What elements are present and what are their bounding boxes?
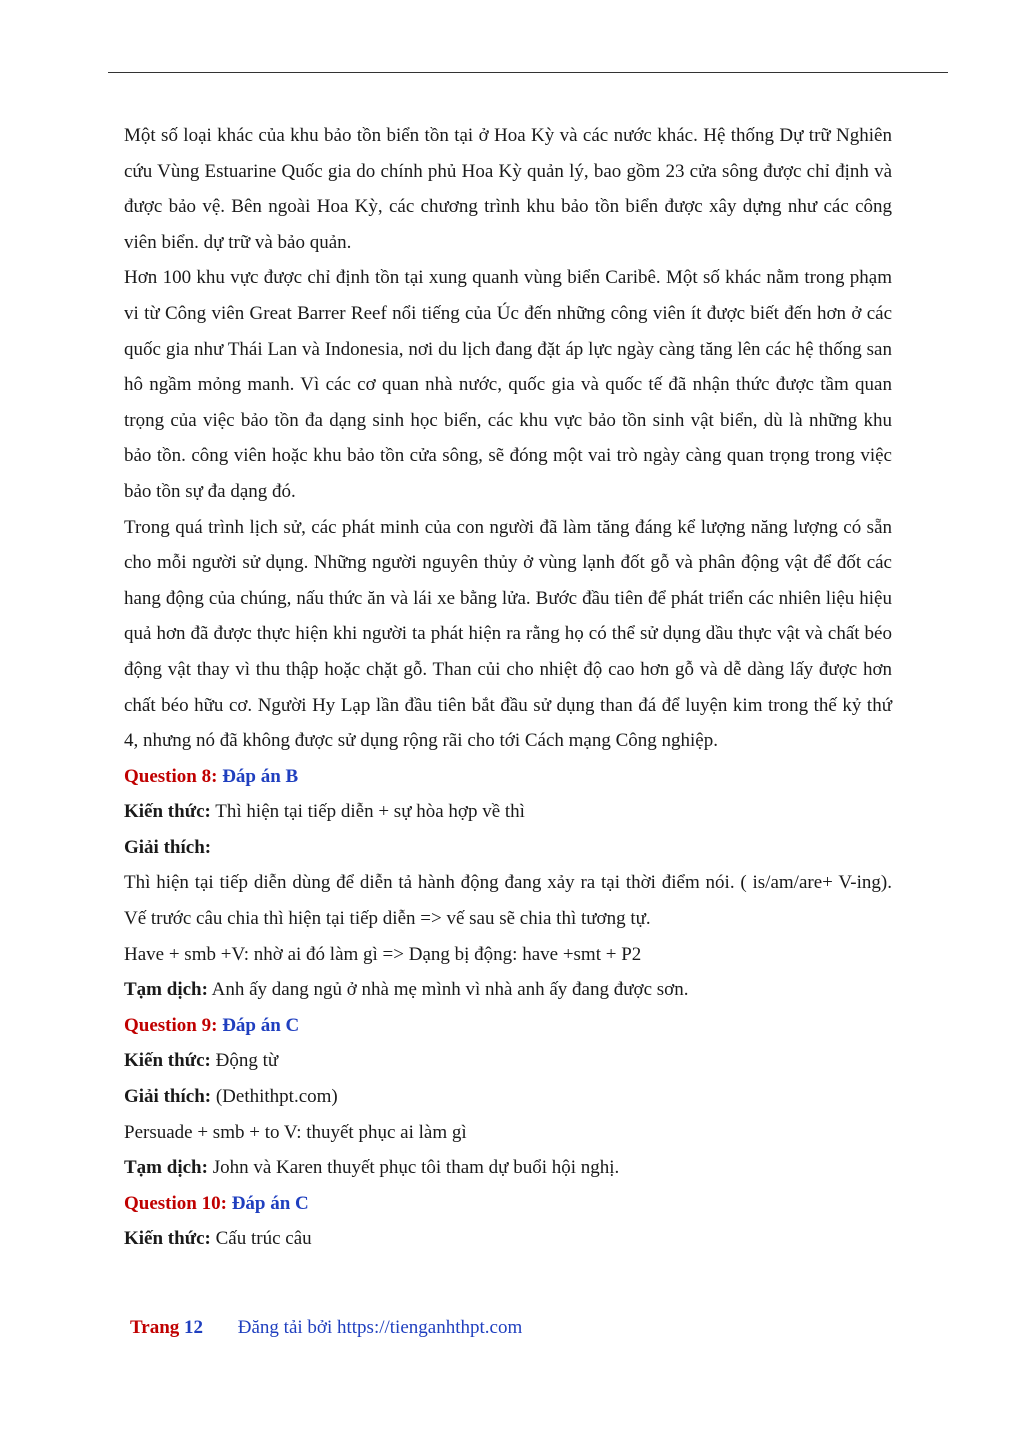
question-9-translation bbox=[124, 1150, 892, 1186]
question-9-label: Question 9: bbox=[124, 1014, 218, 1036]
question-9-source: (Dethithpt.com) bbox=[215, 1086, 338, 1108]
question-9-translation-text: John và Karen thuyết phục tôi tham dự buổi hội nghị. bbox=[212, 1157, 620, 1179]
question-8-translation-label: Tạm dịch: bbox=[124, 979, 208, 1001]
question-10-answer: Đáp án C bbox=[231, 1192, 309, 1214]
footer-uploaded-by-link[interactable]: Đăng tải bởi https://tienganhthpt.com bbox=[237, 1317, 523, 1338]
question-9-heading bbox=[124, 1008, 892, 1044]
question-8-note: Have + smb +V: nhờ ai đó làm gì => Dạng bị động: have +smt + P2 bbox=[124, 943, 642, 965]
question-8-translation-text: Anh ấy dang ngủ ở nhà mẹ mình vì nhà anh ấy đang được sơn. bbox=[211, 979, 689, 1001]
footer-page-label: Trang bbox=[130, 1317, 180, 1338]
page-footer bbox=[130, 1314, 522, 1342]
question-9-knowledge bbox=[124, 1043, 892, 1079]
footer-page-number: 12 bbox=[184, 1317, 204, 1338]
question-8-label: Question 8: bbox=[124, 765, 218, 787]
passage-paragraph-2: Hơn 100 khu vực được chỉ định tồn tại xung quanh vùng biển Caribê. Một số khác nằm trong phạm vi từ Công viên Great Barrer Reef nổi tiếng của Úc đến những công viên ít được biết đến hơn ở các quốc gia như Thái Lan và Indonesia, nơi du lịch đang đặt áp lực ngày càng tăng lên các hệ thống san hô ngầm mỏng manh. Vì các cơ quan nhà nước, quốc gia và quốc tế đã nhận thức được tầm quan trọng của việc bảo tồn đa dạng sinh học biển, các khu vực bảo tồn sinh vật biển, dù là những khu bảo tồn. công viên hoặc khu bảo tồn cửa sông, sẽ đóng một vai trò ngày càng quan trọng trong việc bảo tồn sự đa dạng đó. bbox=[124, 267, 892, 502]
question-9-knowledge-text: Động từ bbox=[215, 1050, 279, 1072]
question-9-answer: Đáp án C bbox=[222, 1014, 300, 1036]
question-8-explanation: Thì hiện tại tiếp diễn dùng để diễn tả hành động đang xảy ra tại thời điểm nói. ( is/am/are+ V-ing). Vế trước câu chia thì hiện tại tiếp diễn => vế sau sẽ chia thì tương tự. bbox=[124, 872, 892, 930]
question-8-answer: Đáp án B bbox=[222, 765, 299, 787]
passage-paragraph-1: Một số loại khác của khu bảo tồn biển tồn tại ở Hoa Kỳ và các nước khác. Hệ thống Dự trữ Nghiên cứu Vùng Estuarine Quốc gia do chính phủ Hoa Kỳ quản lý, bao gồm 23 cửa sông được chỉ định và được bảo vệ. Bên ngoài Hoa Kỳ, các chương trình khu bảo tồn biển được xây dựng như các công viên biển. dự trữ và bảo quản. bbox=[124, 125, 892, 253]
question-10-knowledge bbox=[124, 1221, 892, 1257]
question-8-translation bbox=[124, 972, 892, 1008]
question-8-knowledge bbox=[124, 794, 892, 830]
question-8-knowledge-text: Thì hiện tại tiếp diễn + sự hòa hợp về thì bbox=[215, 801, 525, 823]
question-9-explanation-label: Giải thích: bbox=[124, 1086, 212, 1108]
question-10-knowledge-label: Kiến thức: bbox=[124, 1228, 211, 1250]
header-rule bbox=[108, 72, 948, 73]
question-10-heading bbox=[124, 1186, 892, 1222]
question-8-explanation-label: Giải thích: bbox=[124, 836, 212, 858]
question-9-explanation bbox=[124, 1079, 892, 1115]
question-9-translation-label: Tạm dịch: bbox=[124, 1157, 208, 1179]
question-8-heading bbox=[124, 759, 892, 795]
question-9-knowledge-label: Kiến thức: bbox=[124, 1050, 211, 1072]
question-8-knowledge-label: Kiến thức: bbox=[124, 801, 211, 823]
question-10-label: Question 10: bbox=[124, 1192, 227, 1214]
question-9-note: Persuade + smb + to V: thuyết phục ai làm gì bbox=[124, 1121, 467, 1143]
page-content bbox=[124, 118, 892, 1257]
passage-paragraph-3: Trong quá trình lịch sử, các phát minh của con người đã làm tăng đáng kể lượng năng lượng có sẵn cho mỗi người sử dụng. Những người nguyên thủy ở vùng lạnh đốt gỗ và phân động vật để đốt các hang động của chúng, nấu thức ăn và lái xe bằng lửa. Bước đầu tiên để phát triển các nhiên liệu hiệu quả hơn đã được thực hiện khi người ta phát hiện ra rằng họ có thể sử dụng dầu thực vật và chất béo động vật thay vì thu thập hoặc chặt gỗ. Than củi cho nhiệt độ cao hơn gỗ và dễ dàng lấy được hơn chất béo hữu cơ. Người Hy Lạp lần đầu tiên bắt đầu sử dụng than đá để luyện kim trong thế kỷ thứ 4, nhưng nó đã không được sử dụng rộng rãi cho tới Cách mạng Công nghiệp. bbox=[124, 516, 892, 752]
question-10-knowledge-text: Cấu trúc câu bbox=[215, 1228, 312, 1250]
